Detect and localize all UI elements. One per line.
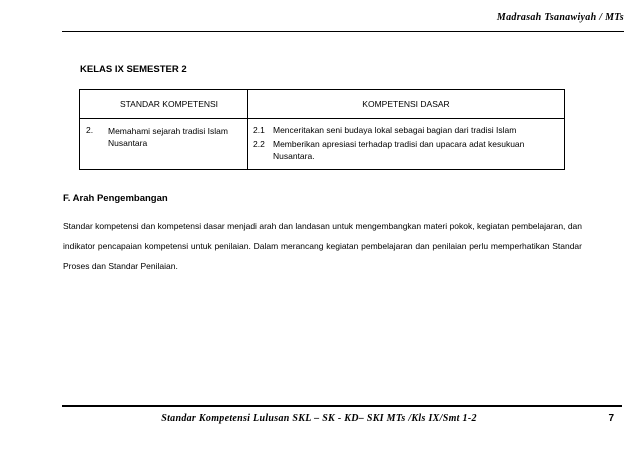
- kd-number: 2.1: [253, 125, 265, 135]
- kd-item: [253, 138, 558, 162]
- competency-table: [79, 89, 565, 170]
- section-paragraph: Standar kompetensi dan kompetensi dasar menjadi arah dan landasan untuk mengembangkan materi pokok, kegiatan pembelajaran, dan indikator pencapaian kompetensi untuk penilaian. Dalam merancang kegiatan pembelajaran dan penilaian perlu memperhatikan Standar Proses dan Standar Penilaian.: [63, 221, 582, 271]
- header-kompetensi-dasar: KOMPETENSI DASAR: [248, 90, 565, 119]
- standar-kompetensi-cell: [80, 119, 248, 170]
- section-heading: F. Arah Pengembangan: [63, 193, 168, 204]
- header-rule: [62, 31, 624, 32]
- sk-number: 2.: [86, 125, 94, 135]
- running-header: Madrasah Tsanawiyah / MTs: [496, 12, 624, 23]
- footer-rule: [62, 405, 622, 407]
- class-semester-title: KELAS IX SEMESTER 2: [80, 64, 187, 75]
- kd-item: [253, 124, 558, 136]
- kompetensi-dasar-cell: [248, 119, 565, 170]
- sk-text: Memahami sejarah tradisi Islam Nusantara: [108, 126, 228, 148]
- kd-text: Menceritakan seni budaya lokal sebagai bagian dari tradisi Islam: [273, 125, 517, 135]
- kd-text: Memberikan apresiasi terhadap tradisi dan upacara adat kesukuan Nusantara.: [273, 139, 525, 161]
- table-row: [80, 119, 565, 170]
- page-number: 7: [608, 413, 614, 424]
- kd-number: 2.2: [253, 139, 265, 149]
- running-footer: Standar Kompetensi Lulusan SKL – SK - KD– SKI MTs /Kls IX/Smt 1-2: [161, 413, 477, 424]
- header-standar-kompetensi: STANDAR KOMPETENSI: [80, 90, 248, 119]
- table-header-row: [80, 90, 565, 119]
